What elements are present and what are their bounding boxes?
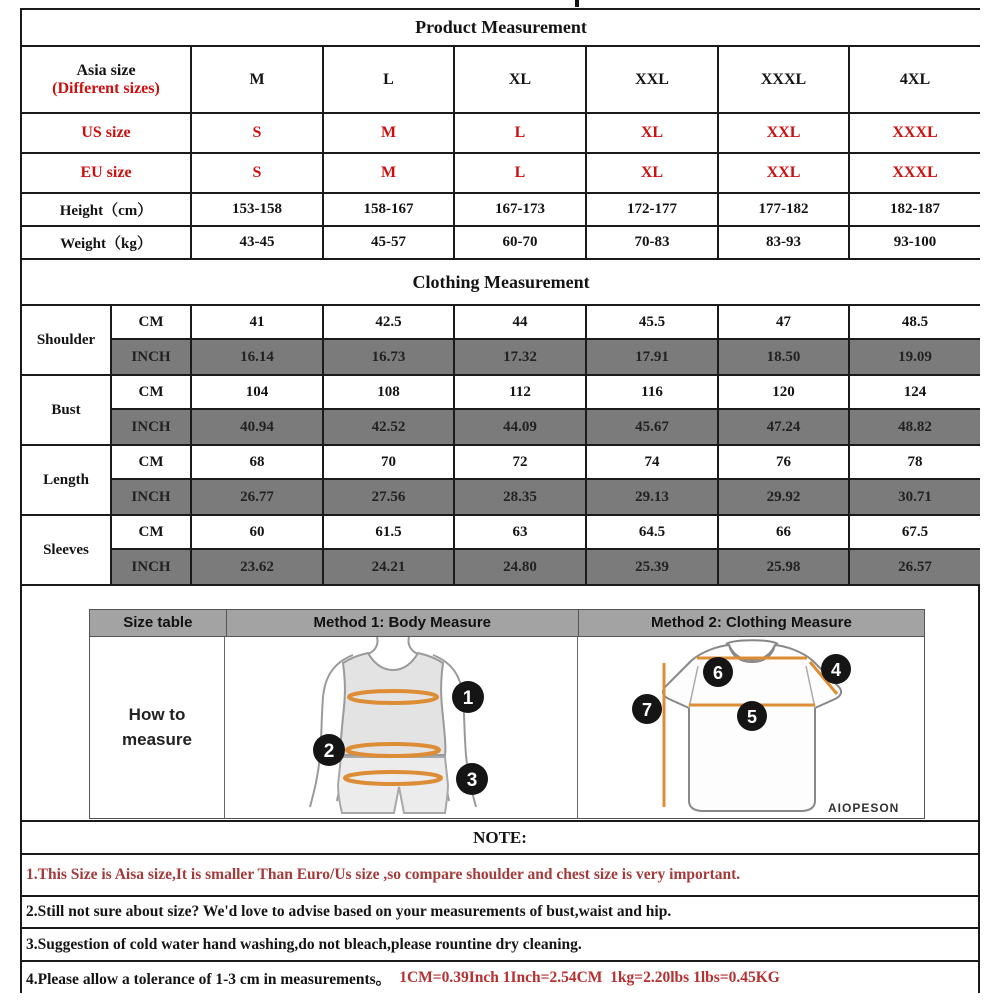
bust-label: Bust (21, 375, 111, 445)
eu-size-value: XXL (718, 153, 849, 193)
length-inch: 27.56 (323, 479, 454, 515)
height-value: 153-158 (191, 193, 323, 226)
shoulder-cm: 41 (191, 305, 323, 339)
asia-size-label: Asia size (76, 61, 136, 79)
sleeves-inch: 25.98 (718, 549, 849, 585)
unit-inch: INCH (111, 339, 191, 375)
col-header-xl: XL (454, 46, 586, 113)
weight-value: 43-45 (191, 226, 323, 259)
weight-value: 70-83 (586, 226, 718, 259)
eu-size-value: L (454, 153, 586, 193)
bust-cm: 124 (849, 375, 980, 409)
measurement-table (20, 8, 980, 586)
eu-size-value: M (323, 153, 454, 193)
note-title: NOTE: (20, 820, 980, 853)
page-title: Product Measurement (21, 9, 980, 46)
note-item-4-text: 4.Please allow a tolerance of 1-3 cm in measurements。 (26, 970, 392, 988)
us-size-value: XXXL (849, 113, 980, 153)
length-inch: 28.35 (454, 479, 586, 515)
note-item-2: 2.Still not sure about size? We'd love to advise based on your measurements of bust,waist and hip. (20, 895, 980, 927)
unit-cm: CM (111, 375, 191, 409)
sleeves-cm: 60 (191, 515, 323, 549)
how-to-measure-label: How to measure (122, 704, 192, 749)
marker-2 (313, 734, 345, 766)
length-label: Length (21, 445, 111, 515)
weight-value: 45-57 (323, 226, 454, 259)
marker-6 (703, 657, 733, 687)
size-guide-section (20, 586, 980, 820)
unit-cm: CM (111, 305, 191, 339)
length-cm: 78 (849, 445, 980, 479)
unit-conversion-text: 1CM=0.39Inch 1Inch=2.54CM 1kg=2.20lbs 1lbs=0.45KG (399, 968, 780, 986)
length-cm: 72 (454, 445, 586, 479)
shoulder-inch: 16.14 (191, 339, 323, 375)
length-cm: 70 (323, 445, 454, 479)
eu-size-label: EU size (21, 153, 191, 193)
marker-1 (452, 681, 484, 713)
bust-cm: 104 (191, 375, 323, 409)
svg-text:5: 5 (746, 707, 758, 727)
body-measure-illustration (225, 637, 577, 817)
col-header-xxl: XXL (586, 46, 718, 113)
us-size-value: S (191, 113, 323, 153)
length-inch: 26.77 (191, 479, 323, 515)
clothing-measurement-title: Clothing Measurement (21, 259, 980, 305)
unit-inch: INCH (111, 479, 191, 515)
chart-outer-frame (20, 8, 980, 993)
height-value: 182-187 (849, 193, 980, 226)
shoulder-cm: 42.5 (323, 305, 454, 339)
unit-cm: CM (111, 445, 191, 479)
weight-label: Weight（kg） (21, 226, 191, 259)
sleeves-cm: 66 (718, 515, 849, 549)
body-measure-panel (224, 637, 577, 818)
shoulder-inch: 18.50 (718, 339, 849, 375)
shoulder-cm: 44 (454, 305, 586, 339)
length-cm: 76 (718, 445, 849, 479)
length-cm: 68 (191, 445, 323, 479)
marker-3 (456, 763, 488, 795)
size-guide-box (89, 609, 925, 819)
note-item-1: 1.This Size is Aisa size,It is smaller Than Euro/Us size ,so compare shoulder and chest size is very important. (20, 853, 980, 895)
shoulder-inch: 17.32 (454, 339, 586, 375)
unit-inch: INCH (111, 409, 191, 445)
col-header-m: M (191, 46, 323, 113)
col-header-l: L (323, 46, 454, 113)
note-item-3: 3.Suggestion of cold water hand washing,do not bleach,please rountine dry cleaning. (20, 927, 980, 960)
svg-text:6: 6 (712, 663, 724, 683)
sleeves-label: Sleeves (21, 515, 111, 585)
eu-size-value: XL (586, 153, 718, 193)
unit-cm: CM (111, 515, 191, 549)
col-header-4xl: 4XL (849, 46, 980, 113)
weight-value: 60-70 (454, 226, 586, 259)
bust-inch: 47.24 (718, 409, 849, 445)
svg-text:1: 1 (462, 688, 474, 709)
artifact-tick (575, 0, 579, 7)
height-value: 172-177 (586, 193, 718, 226)
bust-cm: 116 (586, 375, 718, 409)
shoulder-inch: 19.09 (849, 339, 980, 375)
length-inch: 29.92 (718, 479, 849, 515)
asia-size-header (21, 46, 191, 113)
svg-text:4: 4 (830, 660, 842, 680)
clothing-measure-illustration (578, 637, 924, 817)
sleeves-cm: 63 (454, 515, 586, 549)
height-label: Height（cm） (21, 193, 191, 226)
shoulder-inch: 17.91 (586, 339, 718, 375)
weight-value: 93-100 (849, 226, 980, 259)
bust-inch: 48.82 (849, 409, 980, 445)
svg-text:3: 3 (466, 770, 478, 791)
svg-text:7: 7 (641, 700, 653, 720)
shoulder-inch: 16.73 (323, 339, 454, 375)
method1-header: Method 1: Body Measure (226, 610, 578, 636)
sleeves-cm: 67.5 (849, 515, 980, 549)
marker-7 (632, 694, 662, 724)
weight-value: 83-93 (718, 226, 849, 259)
shoulder-cm: 47 (718, 305, 849, 339)
col-header-xxxl: XXXL (718, 46, 849, 113)
us-size-value: XL (586, 113, 718, 153)
bust-cm: 120 (718, 375, 849, 409)
unit-inch: INCH (111, 549, 191, 585)
length-cm: 74 (586, 445, 718, 479)
method2-header: Method 2: Clothing Measure (578, 610, 924, 636)
length-inch: 29.13 (586, 479, 718, 515)
sleeves-inch: 26.57 (849, 549, 980, 585)
sleeves-inch: 24.80 (454, 549, 586, 585)
sleeves-inch: 25.39 (586, 549, 718, 585)
sleeves-cm: 64.5 (586, 515, 718, 549)
height-value: 177-182 (718, 193, 849, 226)
sleeves-inch: 24.21 (323, 549, 454, 585)
eu-size-value: S (191, 153, 323, 193)
bust-cm: 108 (323, 375, 454, 409)
bust-cm: 112 (454, 375, 586, 409)
bust-inch: 40.94 (191, 409, 323, 445)
bust-inch: 42.52 (323, 409, 454, 445)
different-sizes-label: (Different sizes) (52, 79, 160, 97)
us-size-value: L (454, 113, 586, 153)
size-guide-body (90, 637, 924, 818)
us-size-value: M (323, 113, 454, 153)
size-guide-header-bar (90, 610, 924, 637)
height-value: 167-173 (454, 193, 586, 226)
shoulder-cm: 45.5 (586, 305, 718, 339)
us-size-value: XXL (718, 113, 849, 153)
marker-5 (737, 701, 767, 731)
sleeves-cm: 61.5 (323, 515, 454, 549)
shoulder-cm: 48.5 (849, 305, 980, 339)
note-item-4 (20, 960, 980, 993)
marker-4 (821, 654, 851, 684)
sleeves-inch: 23.62 (191, 549, 323, 585)
size-table-header: Size table (123, 614, 193, 631)
eu-size-value: XXXL (849, 153, 980, 193)
clothing-measure-panel (577, 637, 924, 818)
length-inch: 30.71 (849, 479, 980, 515)
bust-inch: 45.67 (586, 409, 718, 445)
us-size-label: US size (21, 113, 191, 153)
shoulder-label: Shoulder (21, 305, 111, 375)
bust-inch: 44.09 (454, 409, 586, 445)
height-value: 158-167 (323, 193, 454, 226)
svg-text:2: 2 (323, 741, 335, 762)
brand-watermark: AIOPESON (828, 801, 900, 815)
